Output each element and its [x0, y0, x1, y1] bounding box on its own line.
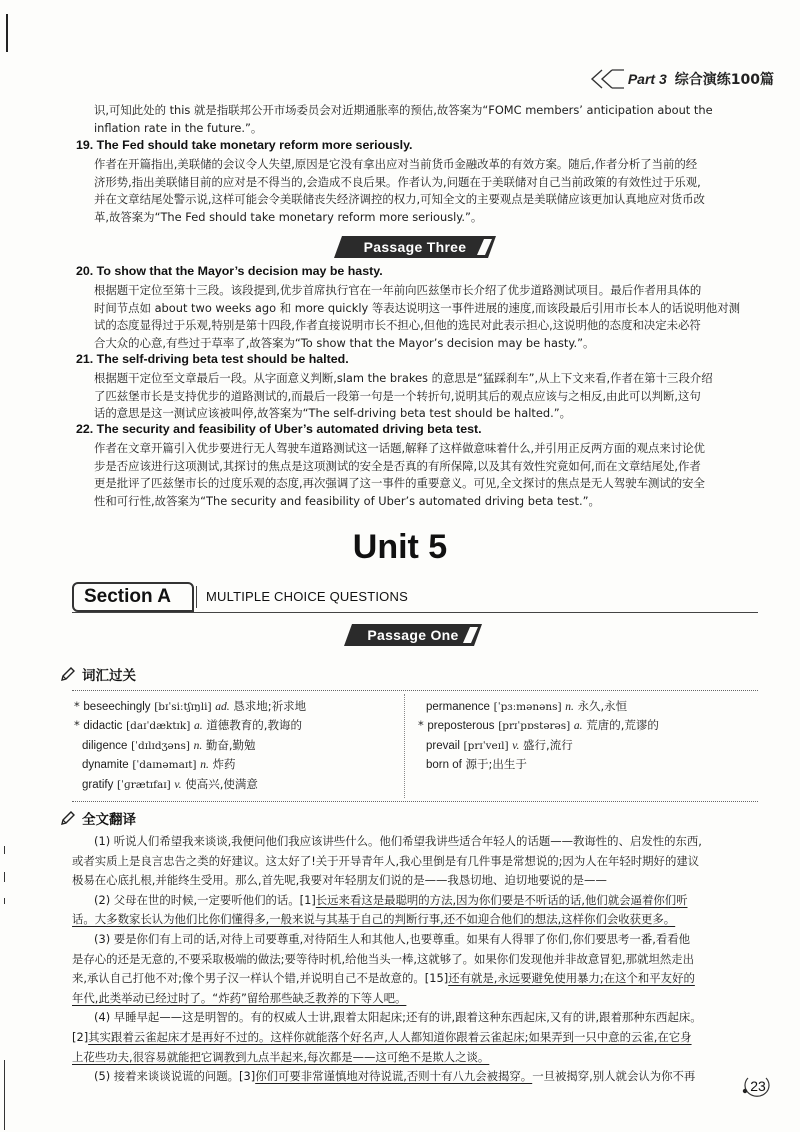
text-line: 合大众的心意,有些过于草率了,故答案为“To show that the Mayor’s decision may be hasty.”。: [94, 335, 595, 350]
text-line: 并在文章结尾处警示说,这样可能会令美联储丧失经济调控的权力,可知全文的主要观点是美联储应该更加认真地应对货币改: [94, 192, 705, 207]
text-span: 一旦被揭穿,别人就会认为你不再: [532, 1069, 696, 1084]
text-line: 时间节点如 about two weeks ago 和 more quickly 等表达说明这一事件进展的速度,而该段最后引用市长本人的话说明他对测: [94, 300, 740, 315]
vocab-meaning: 使高兴,使满意: [185, 776, 258, 791]
paragraph-4: [72, 1008, 756, 1067]
vocab-phonetic: [prɪˈveɪl]: [463, 739, 509, 752]
margin-tick: [4, 846, 5, 854]
text-line: 极易在心底扎根,并能终生受用。那么,首先呢,我要对年轻朋友们说的是——我恳切地、迫切地要说的是——: [72, 873, 607, 888]
vocab-pos: ad.: [215, 701, 230, 713]
vocab-entry: [418, 697, 754, 716]
chevron-bracket-icon: [590, 68, 626, 90]
page-number-badge: [740, 1074, 774, 1098]
underlined-answer-text: 上花些功夫,很容易就能把它调教到九点半起来,每次都是——这可绝不是欺人之谈。: [72, 1049, 490, 1064]
text-line: 济形势,指出美联储目前的应对是不得当的,会造成不良后果。作者认为,问题在于美联储对自己当前政策的有效性过于乐观,: [94, 174, 701, 189]
text-line: (1) 听说人们希望我来谈谈,我便问他们我应该讲些什么。他们希望我讲些适合年轻人的话题——教诲性的、启发性的东西,: [94, 834, 702, 848]
answer-continuation: [94, 102, 754, 137]
text-line: 性和可行性,故答案为“The security and feasibility of Uber’s automated driving beta test.”。: [94, 493, 600, 508]
text-line: [72, 891, 756, 911]
vocab-entry: [418, 755, 754, 774]
vocab-pos: n.: [193, 739, 203, 752]
translation-heading-text: 全文翻译: [82, 812, 136, 828]
vocab-left-column: [74, 697, 400, 794]
vocab-divider: [404, 694, 405, 798]
paragraph-5: [72, 1067, 756, 1087]
text-line: [72, 1048, 756, 1068]
unit-title: Unit 5: [352, 528, 448, 566]
frequency-mark: *: [74, 718, 80, 733]
vocab-phonetic: [daɪˈdæktɪk]: [126, 720, 191, 733]
vocab-word: didactic: [83, 720, 123, 733]
answer-20-explanation: [94, 282, 754, 352]
text-line: 根据题干定位至文章最后一段。从字面意义判断,slam the brakes 的意思是“猛踩刹车”,从上下文来看,作者在第十三段介绍: [94, 371, 713, 385]
vocab-pos: n.: [200, 759, 209, 772]
frequency-mark: *: [74, 699, 80, 713]
vocab-right-column: [418, 697, 754, 775]
vocab-entry: [74, 755, 400, 774]
vocab-phonetic: [prɪˈpɒstərəs]: [498, 720, 571, 733]
vocab-word: beseechingly: [83, 701, 151, 713]
frequency-mark: *: [418, 718, 424, 733]
section-subtitle: MULTIPLE CHOICE QUESTIONS: [206, 589, 408, 604]
underlined-answer-text: 其实跟着云雀起床才是再好不过的。这样你就能落个好名声,人人都知道你跟着云雀起床;如果弄到一只中意的云雀,在它身: [88, 1029, 692, 1044]
vocab-word: born of: [426, 759, 462, 772]
vocab-pos: n.: [565, 701, 574, 713]
vocab-meaning: 永久,永恒: [577, 699, 628, 713]
text-line: (3) 要是你们有上司的话,对待上司要尊重,对待陌生人和其他人,也要尊重。如果有人得罪了你们,你们要思考一番,看看他: [94, 931, 691, 946]
text-line: 是存心的还是无意的,不要采取极端的做法;要等待时机,给他当头一棒,这就够了。如果你们发现他并非故意冒犯,那就坦然走出: [72, 951, 695, 966]
binder-mark: [6, 14, 8, 52]
translation-heading: [60, 808, 136, 828]
page-number: 23: [750, 1078, 766, 1094]
vocab-meaning: 道德教育的,教诲的: [206, 718, 302, 733]
margin-tick: [4, 1060, 5, 1130]
vocab-meaning: 源于;出生于: [465, 757, 527, 772]
paragraph-2: [72, 891, 756, 930]
translation-body: [72, 832, 756, 1087]
text-line: 了匹兹堡市长是支持优步的道路测试的,而最后一段第一句是一个转折句,说明其后的观点应该与之相反,由此可以判断,这句: [94, 388, 701, 403]
vocab-entry: [418, 716, 754, 735]
answer-22-explanation: [94, 440, 754, 510]
vocab-word: gratify: [82, 778, 114, 791]
header-part-title: 综合演练100篇: [674, 72, 774, 88]
vocab-entry: [74, 736, 400, 755]
answer-22-title: 22. The security and feasibility of Uber’s automated driving beta test.: [76, 422, 482, 436]
text-line: [72, 989, 756, 1009]
vocab-heading-text: 词汇过关: [82, 668, 136, 684]
answer-20-title: 20. To show that the Mayor’s decision may be hasty.: [76, 264, 383, 278]
vocab-word: permanence: [426, 701, 490, 713]
vocab-entry: [74, 775, 400, 794]
text-line: 步是否应该进行这项测试,其探讨的焦点是这项测试的安全是否真的有所保障,以及其有效性究竟如何,而在文章结尾处,作者: [94, 458, 701, 473]
text-line: 识,可知此处的 this 就是指联邦公开市场委员会对近期通胀率的预估,故答案为“FOMC members’ anticipation about the: [94, 103, 713, 117]
text-line: [72, 969, 756, 989]
vocab-pos: a.: [194, 720, 203, 733]
vocab-phonetic: [ˈɡrætɪfaɪ]: [116, 778, 171, 791]
header-part-label: Part 3: [627, 71, 667, 87]
vocab-meaning: 荒唐的,荒谬的: [586, 718, 659, 733]
passage-three-banner: [334, 236, 496, 258]
vocab-meaning: 盛行,流行: [523, 737, 573, 752]
vocab-meaning: 勤奋,勤勉: [205, 737, 256, 752]
section-divider: [196, 586, 197, 608]
vocab-phonetic: [ˈpɜːmənəns]: [493, 701, 562, 713]
vocab-phonetic: [ˈdaɪnəmaɪt]: [132, 759, 197, 772]
text-line: 革,故答案为“The Fed should take monetary reform more seriously.”。: [94, 209, 483, 224]
paragraph-1: [72, 832, 756, 891]
text-line: 作者在开篇指出,美联储的会议令人失望,原因是它没有拿出应对当前货币金融改革的有效方案。随后,作者分析了当前的经: [94, 157, 698, 171]
underlined-answer-text: 长远来看这是最聪明的方法,因为你们要是不听话的话,他们就会逼着你们听: [315, 892, 688, 907]
paragraph-3: [72, 930, 756, 1008]
vocab-word: dynamite: [82, 759, 129, 772]
passage-one-label: Passage One: [367, 627, 459, 643]
answer-21-title: 21. The self-driving beta test should be halted.: [76, 352, 349, 366]
vocab-entry: [74, 716, 400, 735]
section-rule: [72, 612, 758, 613]
text-span: (5) 接着来谈谈说谎的问题。[3]: [94, 1069, 256, 1084]
underlined-answer-text: 话。大多数家长认为他们比你们懂得多,一般来说与其基于自己的判断行事,还不如迎合他们的想法,这样你们会收获更多。: [72, 912, 676, 927]
pencil-icon: [60, 666, 76, 682]
vocab-heading: [60, 664, 136, 684]
text-line: 更是批评了匹兹堡市长的过度乐观的态度,再次强调了这一事件的重要意义。可见,全文探讨的焦点是无人驾驶车测试的安全: [94, 476, 705, 491]
vocab-phonetic: [ˈdɪlɪdʒəns]: [131, 739, 190, 752]
text-line: [72, 1028, 756, 1048]
text-line: 根据题干定位至第十三段。该段提到,优步首席执行官在一年前向匹兹堡市长介绍了优步道路测试项目。最后作者用具体的: [94, 283, 702, 297]
vocab-entry: [74, 697, 400, 716]
text-line: 作者在文章开篇引入优步要进行无人驾驶车道路测试这一话题,解释了这样做意味着什么,并引用正反两方面的观点来讨论优: [94, 441, 705, 455]
vocab-meaning: 炸药: [212, 757, 236, 772]
vocab-pos: a.: [573, 720, 583, 733]
vocab-meaning: 恳求地;祈求地: [233, 699, 307, 713]
text-line: 话的意思是这一测试应该被叫停,故答案为“The self-driving beta test should be halted.”。: [94, 406, 572, 421]
running-header: [590, 66, 774, 92]
pencil-icon: [60, 810, 76, 826]
answer-19-explanation: [94, 156, 754, 226]
text-line: inflation rate in the future.”。: [94, 120, 263, 135]
underlined-answer-text: 年代,此类举动已经过时了。“炸药”留给那些缺乏教养的下等人吧。: [72, 990, 407, 1005]
text-span: (2) 父母在世的时候,一定要听他们的话。[1]: [94, 892, 316, 907]
vocab-entry: [418, 736, 754, 755]
text-line: (4) 早睡早起——这是明智的。有的权威人士讲,跟着太阳起床;还有的讲,跟着这种东西起床,又有的讲,跟着那种东西起床。: [94, 1010, 702, 1025]
vocab-phonetic: [bɪˈsiːtʃɪŋli]: [154, 701, 212, 713]
margin-tick: [4, 872, 5, 882]
vocab-pos: v.: [174, 778, 182, 791]
text-line: 试的态度显得过于乐观,特别是第十四段,作者直接说明市长不担心,但他的选民对此表示担心,这说明他的态度和决定未必符: [94, 318, 701, 333]
underlined-answer-text: 你们可要非常谨慎地对待说谎,否则十有八九会被揭穿。: [255, 1069, 533, 1084]
vocab-pos: v.: [512, 739, 520, 752]
text-span: [2]: [72, 1029, 89, 1044]
vocab-word: prevail: [426, 739, 460, 752]
vocab-word: preposterous: [427, 720, 495, 733]
answer-19-title: 19. The Fed should take monetary reform more seriously.: [76, 138, 413, 152]
text-line: [72, 1067, 756, 1087]
margin-tick: [4, 898, 5, 904]
text-span: 来,承认自己打他不对;像个男子汉一样认个错,并说明自己不是故意的。[15]: [72, 971, 449, 986]
underlined-answer-text: 还有就是,永远要避免使用暴力;在这个和平友好的: [448, 971, 695, 986]
passage-one-banner: [344, 624, 482, 646]
text-line: 或者实质上是良言忠告之类的好建议。这太好了!关于开导青年人,我心里倒是有几件事是常想说的;因为人在年轻时期好的建议: [72, 853, 700, 868]
vocab-word: diligence: [82, 739, 128, 752]
text-line: [72, 910, 756, 930]
passage-three-label: Passage Three: [363, 239, 467, 255]
answer-21-explanation: [94, 370, 754, 423]
section-label: Section A: [84, 586, 171, 607]
